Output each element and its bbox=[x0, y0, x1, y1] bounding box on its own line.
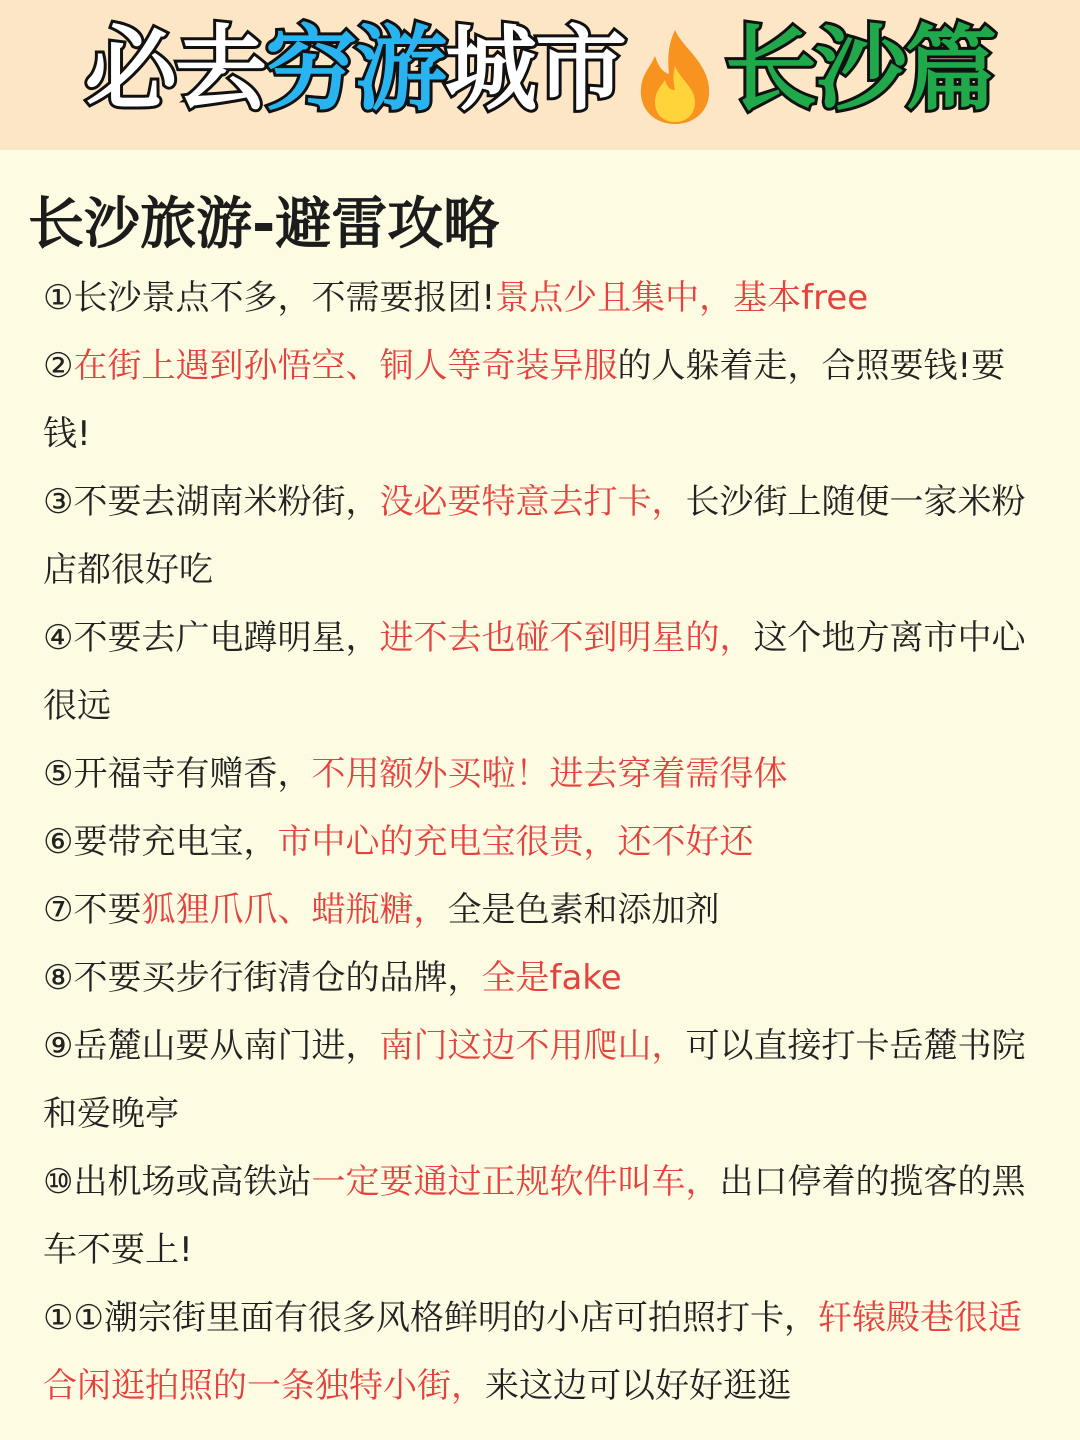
tip-number: ⑩ bbox=[43, 1162, 74, 1202]
tip-text: 潮宗街里面有很多风格鲜明的小店可拍照打卡， bbox=[103, 1298, 818, 1338]
tip-highlight-text: 轩辕殿巷很适合闲逛拍照的一条独特小街， bbox=[43, 1298, 1022, 1406]
tip-text: 出机场或高铁站 bbox=[73, 1162, 312, 1202]
tip-highlight-text: 南门这边不用爬山， bbox=[379, 1026, 686, 1066]
tip-number: ④ bbox=[43, 618, 74, 658]
tip-number: ⑦ bbox=[43, 890, 74, 930]
banner-title-part: 必去 bbox=[84, 16, 265, 124]
tip-highlight-text: 不用额外买啦！进去穿着需得体 bbox=[311, 754, 788, 794]
tip-text: 不要 bbox=[73, 890, 142, 930]
tip-item bbox=[43, 740, 1043, 808]
tip-text: 来这边可以好好逛逛 bbox=[485, 1366, 791, 1406]
tip-text: 出口停着的揽客的黑车不要上! bbox=[43, 1162, 1026, 1270]
tip-text: 不要买步行街清仓的品牌， bbox=[73, 958, 482, 998]
tip-highlight-text: 市中心的充电宝很贵，还不好还 bbox=[277, 822, 754, 862]
tip-text: 的人躲着走，合照要钱!要钱! bbox=[43, 346, 1006, 454]
tip-text: 全是色素和添加剂 bbox=[447, 890, 720, 930]
tip-text: 不要去湖南米粉街， bbox=[73, 482, 380, 522]
tip-item bbox=[43, 468, 1043, 604]
banner-title-part: 长沙篇 bbox=[725, 16, 996, 124]
tip-number: ③ bbox=[43, 482, 74, 522]
tip-text: 长沙街上随便一家米粉店都很好吃 bbox=[43, 482, 1026, 590]
tip-text: 不要去广电蹲明星， bbox=[73, 618, 380, 658]
tip-highlight-text: 景点少且集中，基本free bbox=[495, 278, 869, 318]
tip-number: ⑧ bbox=[43, 958, 74, 998]
tips-list bbox=[43, 264, 1043, 1420]
tip-text: 要带充电宝， bbox=[73, 822, 278, 862]
tip-number: ①① bbox=[43, 1298, 104, 1338]
tip-highlight-text: 在街上遇到孙悟空、铜人等奇装异服 bbox=[73, 346, 618, 386]
tip-item bbox=[43, 1284, 1043, 1420]
tip-text: 这个地方离市中心很远 bbox=[43, 618, 1026, 726]
tip-text: 长沙景点不多，不需要报团! bbox=[73, 278, 496, 318]
tip-item bbox=[43, 876, 1043, 944]
tip-item bbox=[43, 332, 1043, 468]
banner-title-part: 城市 bbox=[445, 16, 626, 124]
banner-title bbox=[84, 16, 996, 126]
tip-highlight-text: 全是fake bbox=[481, 958, 622, 998]
title-banner bbox=[0, 0, 1080, 150]
tip-item bbox=[43, 808, 1043, 876]
tip-highlight-text: 狐狸爪爪、蜡瓶糖， bbox=[141, 890, 448, 930]
tip-number: ⑨ bbox=[43, 1026, 74, 1066]
page-heading: 长沙旅游-避雷攻略 bbox=[28, 192, 500, 257]
tip-number: ① bbox=[43, 278, 74, 318]
tip-item bbox=[43, 604, 1043, 740]
tip-text: 开福寺有赠香， bbox=[73, 754, 312, 794]
tip-number: ⑤ bbox=[43, 754, 74, 794]
tip-item bbox=[43, 944, 1043, 1012]
tip-highlight-text: 没必要特意去打卡， bbox=[379, 482, 686, 522]
tip-highlight-text: 进不去也碰不到明星的， bbox=[379, 618, 754, 658]
tip-item bbox=[43, 1012, 1043, 1148]
tip-number: ⑥ bbox=[43, 822, 74, 862]
banner-title-part: 穷游 bbox=[264, 16, 445, 124]
tip-text: 岳麓山要从南门进， bbox=[73, 1026, 380, 1066]
tip-highlight-text: 一定要通过正规软件叫车， bbox=[311, 1162, 720, 1202]
tip-number: ② bbox=[43, 346, 74, 386]
tip-item bbox=[43, 264, 1043, 332]
tip-text: 可以直接打卡岳麓书院和爱晚亭 bbox=[43, 1026, 1026, 1134]
fire-icon bbox=[629, 26, 721, 126]
tip-item bbox=[43, 1148, 1043, 1284]
